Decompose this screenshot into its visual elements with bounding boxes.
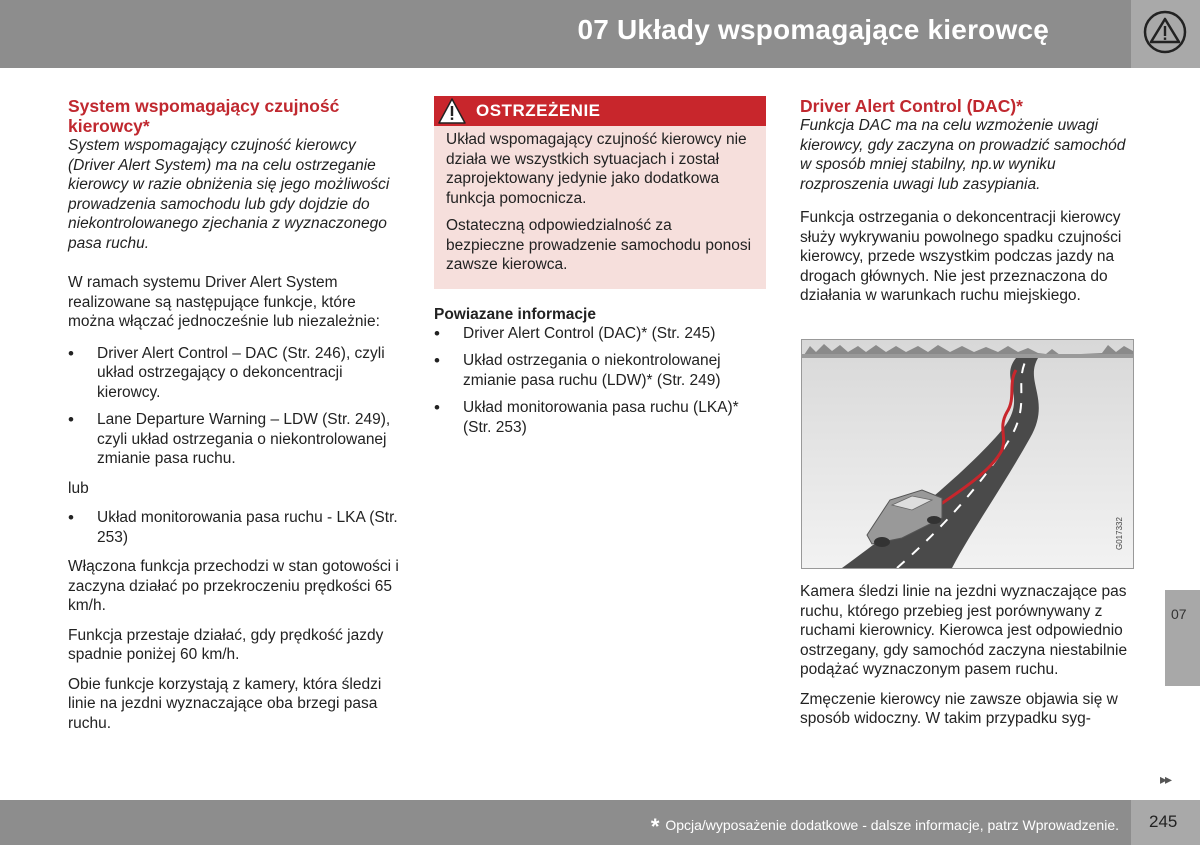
body-paragraph: Zmęczenie kierowcy nie zawsze objawia się w sposób widoczny. W takim przypadku syg- <box>800 690 1118 727</box>
body-paragraph: Funkcja ostrzegania o dekoncentracji kierowcy służy wykrywaniu powolnego spadku czujności kierowcy, przede wszystkim podczas jazdy na drogach głównych. Nie jest przeznaczona do działania w warunkach ruchu miejskiego. <box>800 209 1122 304</box>
body-paragraph: Włączona funkcja przechodzi w stan gotowości i zaczyna działać po przekroczeniu prędkości 65 km/h. <box>68 558 399 614</box>
warning-triangle-icon <box>1143 10 1187 54</box>
body-paragraph: Kamera śledzi linie na jezdni wyznaczające pas ruchu, którego przebieg jest porównywany z ruchami kierownicy. Kierowca jest odpowiednio ostrzegany, gdy samochód zaczyna niestabilnie podążać wyznaczonym pasem ruchu. <box>800 583 1128 678</box>
related-info-heading: Powiazane informacje <box>434 305 596 323</box>
column-middle <box>434 96 766 447</box>
related-link[interactable]: • Układ ostrzegania o niekontrolowanej zmianie pasa ruchu (LDW)* (Str. 249) <box>434 351 766 390</box>
figure-code: G017332 <box>1115 517 1124 550</box>
body-paragraph: W ramach systemu Driver Alert System realizowane są następujące funkcje, które można włączać jednocześnie lub niezależnie: <box>68 274 380 330</box>
warning-paragraph: Układ wspomagający czujność kierowcy nie działa we wszystkich sytuacjach i został zaprojektowany jedynie jako dodatkowa funkcja pomocnicza. <box>446 131 747 207</box>
or-text: lub <box>68 479 89 497</box>
related-link[interactable]: • Układ monitorowania pasa ruchu (LKA)* (Str. 253) <box>434 398 766 437</box>
list-item: • Układ monitorowania pasa ruchu - LKA (Str. 253) <box>68 508 403 547</box>
related-links-list <box>434 324 766 438</box>
list-item: • Lane Departure Warning – LDW (Str. 249), czyli układ ostrzegania o niekontrolowanej zmianie pasa ruchu. <box>68 410 403 469</box>
section-heading-dac: Driver Alert Control (DAC)* <box>800 96 1023 116</box>
double-arrow-right-icon[interactable]: ▸▸ <box>1160 771 1171 787</box>
chapter-tab-label: 07 <box>1171 606 1187 622</box>
warning-header <box>434 96 766 126</box>
chapter-title: 07 Układy wspomagające kierowcę <box>577 14 1049 45</box>
page-header <box>0 0 1131 68</box>
intro-paragraph: System wspomagający czujność kierowcy (Driver Alert System) ma na celu ostrzeganie kierowcy w razie obniżenia się jego możliwości prowadzenia samochodu lub gdy dojdzie do niekontrolowanego zjechania z wyznaczonego pasa ruchu. <box>68 137 390 252</box>
warning-title: OSTRZEŻENIE <box>476 101 601 120</box>
intro-paragraph: Funkcja DAC ma na celu wzmożenie uwagi kierowcy, gdy zaczyna on prowadzić samochód w sposób mniej stabilny, np.w wyniku rozproszenia uwagi lub zasypiania. <box>800 117 1126 193</box>
page-number: 245 <box>1149 812 1178 831</box>
functions-list-2 <box>68 508 403 547</box>
warning-triangle-icon <box>437 97 467 125</box>
chapter-side-tab[interactable] <box>1165 590 1200 686</box>
warning-paragraph: Ostateczną odpowiedzialność za bezpieczne prowadzenie samochodu ponosi zawsze kierowca. <box>446 217 752 273</box>
section-heading-driver-alert-system: System wspomagający czujność kierowcy* <box>68 96 340 136</box>
road-camera-illustration <box>801 339 1134 569</box>
road-illustration <box>802 340 1133 568</box>
page-number-box <box>1131 800 1200 845</box>
list-item: • Driver Alert Control – DAC (Str. 246), czyli układ ostrzegający o dekoncentracji kierowcy. <box>68 344 403 403</box>
footnote <box>651 814 1119 840</box>
body-paragraph: Funkcja przestaje działać, gdy prędkość jazdy spadnie poniżej 60 km/h. <box>68 626 384 663</box>
functions-list <box>68 344 403 469</box>
column-right <box>800 96 1133 316</box>
column-left <box>68 96 403 743</box>
header-icon-box <box>1131 0 1200 68</box>
body-paragraph: Obie funkcje korzystają z kamery, która śledzi linie na jezdni wyznaczające oba brzegi pasa ruchu. <box>68 675 382 732</box>
warning-body <box>434 126 766 289</box>
footnote-star: * <box>650 814 660 839</box>
column-right-lower <box>800 582 1133 739</box>
page-footer <box>0 800 1131 845</box>
related-link[interactable]: • Driver Alert Control (DAC)* (Str. 245) <box>434 324 766 344</box>
footnote-text: Opcja/wyposażenie dodatkowe - dalsze informacje, patrz Wprowadzenie. <box>665 817 1119 833</box>
